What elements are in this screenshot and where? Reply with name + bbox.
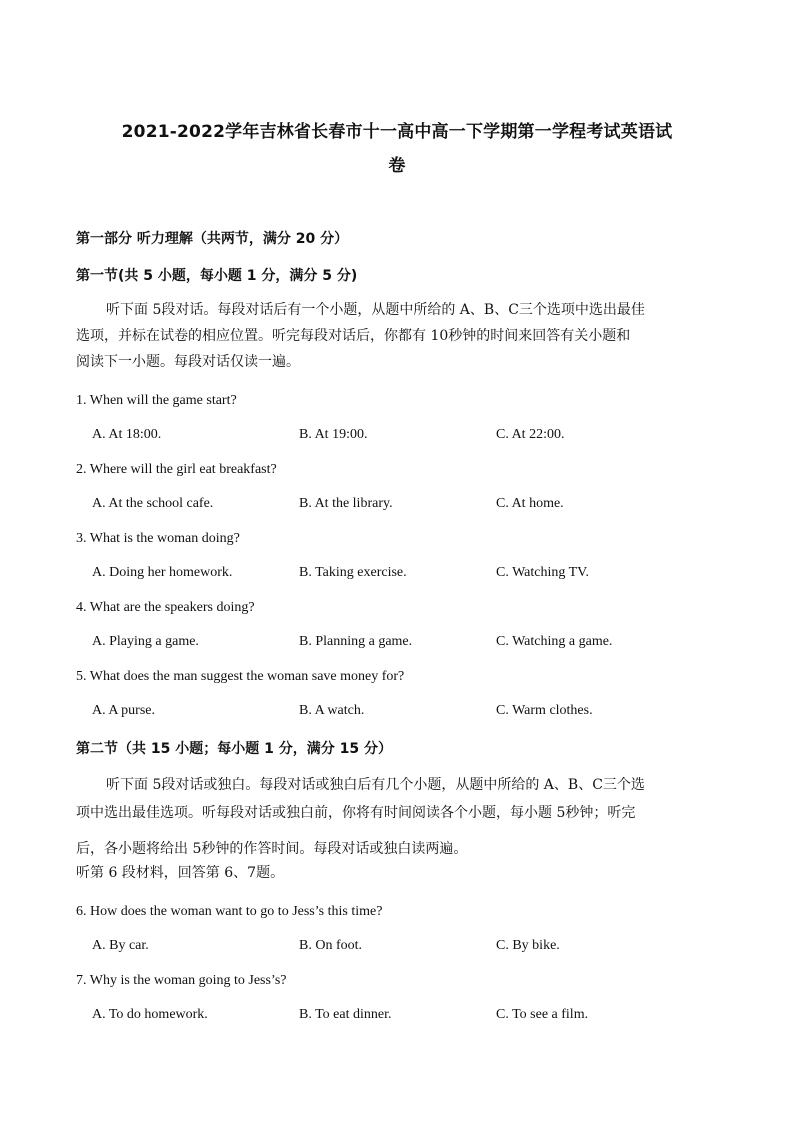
- q1-option-b: B. At 19:00.: [299, 427, 368, 442]
- instruction-line: 阅读下一小题。每段对话仅读一遍。: [76, 354, 300, 370]
- q2-option-a: A. At the school cafe.: [92, 496, 214, 511]
- q3-option-b: B. Taking exercise.: [299, 565, 407, 580]
- q3-option-c: C. Watching TV.: [496, 565, 589, 580]
- question-5: 5. What does the man suggest the woman save money for?: [76, 669, 405, 684]
- section2-instructions: [76, 771, 724, 884]
- q6-option-a: A. By car.: [92, 938, 149, 953]
- question-2: 2. Where will the girl eat breakfast?: [76, 462, 277, 477]
- q4-option-a: A. Playing a game.: [92, 634, 199, 649]
- title-line-1: 2021-2022学年吉林省长春市十一高中高一下学期第一学程考试英语试: [121, 122, 673, 142]
- q6-option-b: B. On foot.: [299, 938, 362, 953]
- question-4: 4. What are the speakers doing?: [76, 600, 255, 615]
- question-1: 1. When will the game start?: [76, 393, 237, 408]
- instruction-line: 选项，并标在试卷的相应位置。听完每段对话后，你都有 10秒钟的时间来回答有关小题和: [76, 328, 631, 344]
- question-7: 7. Why is the woman going to Jess’s?: [76, 973, 287, 988]
- question-3: 3. What is the woman doing?: [76, 531, 240, 546]
- exam-title: [60, 115, 734, 183]
- part1-heading: 第一部分 听力理解（共两节，满分 20 分）: [76, 231, 349, 247]
- section1-instructions: [76, 297, 724, 375]
- q5-option-c: C. Warm clothes.: [496, 703, 593, 718]
- q3-option-a: A. Doing her homework.: [92, 565, 233, 580]
- instruction-line: 后，各小题将给出 5秒钟的作答时间。每段对话或独白读两遍。: [76, 841, 468, 857]
- instruction-line: 听下面 5段对话或独白。每段对话或独白后有几个小题，从题中所给的 A、B、C三个选: [106, 777, 645, 793]
- q2-option-b: B. At the library.: [299, 496, 393, 511]
- title-line-2: 卷: [388, 156, 406, 176]
- q7-option-b: B. To eat dinner.: [299, 1007, 392, 1022]
- q7-option-a: A. To do homework.: [92, 1007, 208, 1022]
- q5-option-a: A. A purse.: [92, 703, 155, 718]
- section2-heading: 第二节（共 15 小题；每小题 1 分，满分 15 分）: [76, 741, 392, 757]
- question-6: 6. How does the woman want to go to Jess’s this time?: [76, 904, 383, 919]
- q6-option-c: C. By bike.: [496, 938, 560, 953]
- q1-option-a: A. At 18:00.: [92, 427, 162, 442]
- q7-option-c: C. To see a film.: [496, 1007, 589, 1022]
- instruction-line: 听第 6 段材料，回答第 6、7题。: [76, 865, 285, 881]
- instruction-line: 听下面 5段对话。每段对话后有一个小题，从题中所给的 A、B、C三个选项中选出最佳: [106, 302, 645, 318]
- q1-option-c: C. At 22:00.: [496, 427, 565, 442]
- section1-heading: 第一节(共 5 小题，每小题 1 分，满分 5 分): [76, 268, 358, 284]
- q4-option-c: C. Watching a game.: [496, 634, 613, 649]
- q2-option-c: C. At home.: [496, 496, 564, 511]
- instruction-line: 项中选出最佳选项。听每段对话或独白前，你将有时间阅读各个小题，每小题 5秒钟；听完: [76, 805, 636, 821]
- q5-option-b: B. A watch.: [299, 703, 365, 718]
- q4-option-b: B. Planning a game.: [299, 634, 413, 649]
